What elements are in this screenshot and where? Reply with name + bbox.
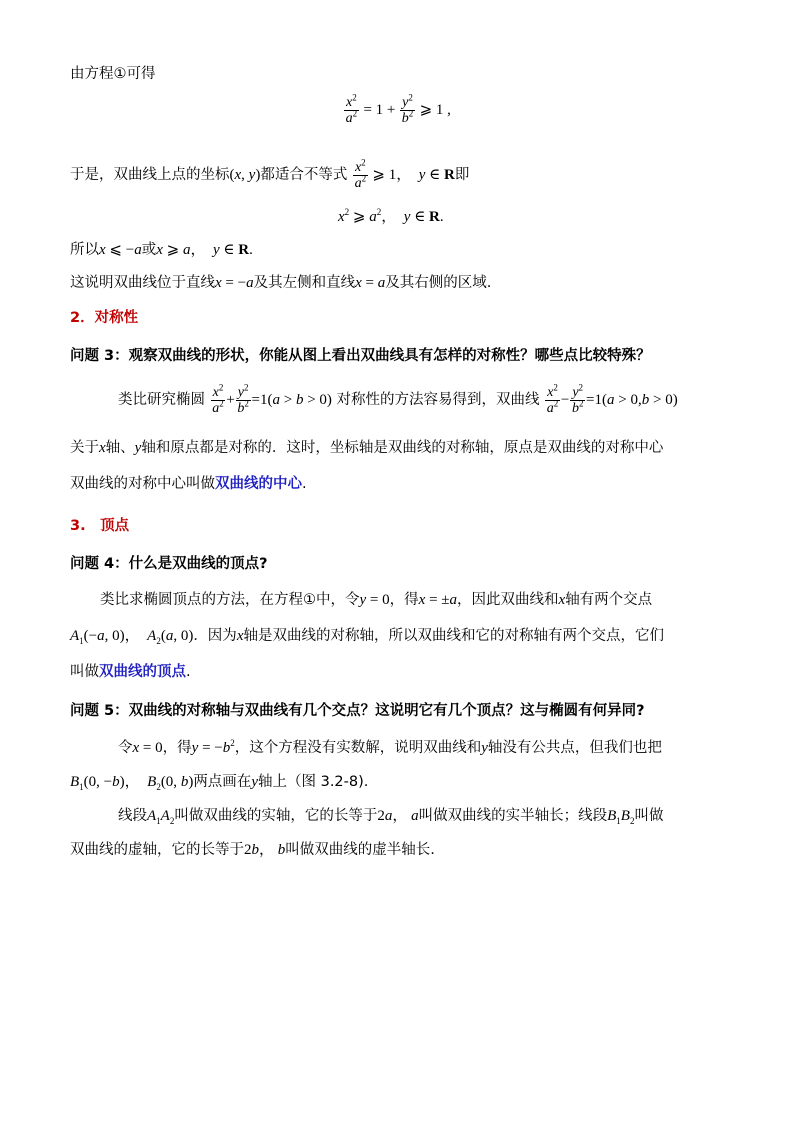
text-line: 线段$A_1A_2$叫做双曲线的实轴，它的长等于2a， a叫做双曲线的实半轴长；线段$B_1B_2$叫做	[118, 808, 664, 826]
section-heading: 2．对称性	[70, 310, 139, 326]
equation-1: $\frac{x^2}{a^2}$ = 1 + $\frac{y^2}{b^2}$ ⩾ 1 ,	[345, 92, 451, 126]
text-line: 叫做双曲线的顶点.	[70, 664, 191, 680]
text-line: 类比研究椭圆 $\frac{x^2}{a^2}$ + $\frac{y^2}{b^2}$ =1(a > b > 0) 对称性的方法容易得到，双曲线 $\frac{x^2}{a^2}$ − $\frac{y^2}{b^2}$ =1(a > 0,b > 0)	[118, 382, 678, 416]
text-line: $A_1(-a$, 0)， $A_2(a$, 0)．因为x轴是双曲线的对称轴，所以双曲线和它的对称轴有两个交点，它们	[70, 628, 664, 646]
question-5: 问题 5：双曲线的对称轴与双曲线有几个交点？这说明它有几个顶点？这与椭圆有何异同?	[70, 703, 645, 719]
text-line: 令x = 0，得$y = -b^2$，这个方程没有实数解，说明双曲线和y轴没有公共点，但我们也把	[118, 738, 662, 756]
text-line: 于是，双曲线上点的坐标(x, y)都适合不等式 $\frac{x^2}{a^2}$ ⩾ 1， y ∈ R即	[70, 157, 470, 191]
text-line: $B_1(0$, −b)， $B_2(0$, b)两点画在y轴上（图 3.2-8).	[70, 774, 369, 792]
text-line: 类比求椭圆顶点的方法，在方程①中，令y = 0，得x = ±a，因此双曲线和x轴有两个交点	[100, 592, 653, 608]
equation-2: $x^2$ ⩾ $a^2$， y ∈ R.	[338, 207, 444, 225]
text-line: 双曲线的对称中心叫做双曲线的中心.	[70, 476, 307, 492]
question-4: 问题 4：什么是双曲线的顶点?	[70, 556, 268, 572]
question-3: 问题 3：观察双曲线的形状，你能从图上看出双曲线具有怎样的对称性？哪些点比较特殊？	[70, 348, 651, 364]
section-heading: 3. 顶点	[70, 518, 130, 534]
text-line: 所以x ⩽ −a或x ⩾ a， y ∈ R.	[70, 242, 253, 258]
text-line: 双曲线的虚轴，它的长等于2b， b叫做双曲线的虚半轴长.	[70, 842, 435, 858]
text-line: 关于x轴、y轴和原点都是对称的．这时，坐标轴是双曲线的对称轴，原点是双曲线的对称中心	[70, 440, 664, 456]
text-line: 由方程①可得	[70, 66, 156, 82]
text-line: 这说明双曲线位于直线x = −a及其左侧和直线x = a及其右侧的区域.	[70, 275, 492, 291]
